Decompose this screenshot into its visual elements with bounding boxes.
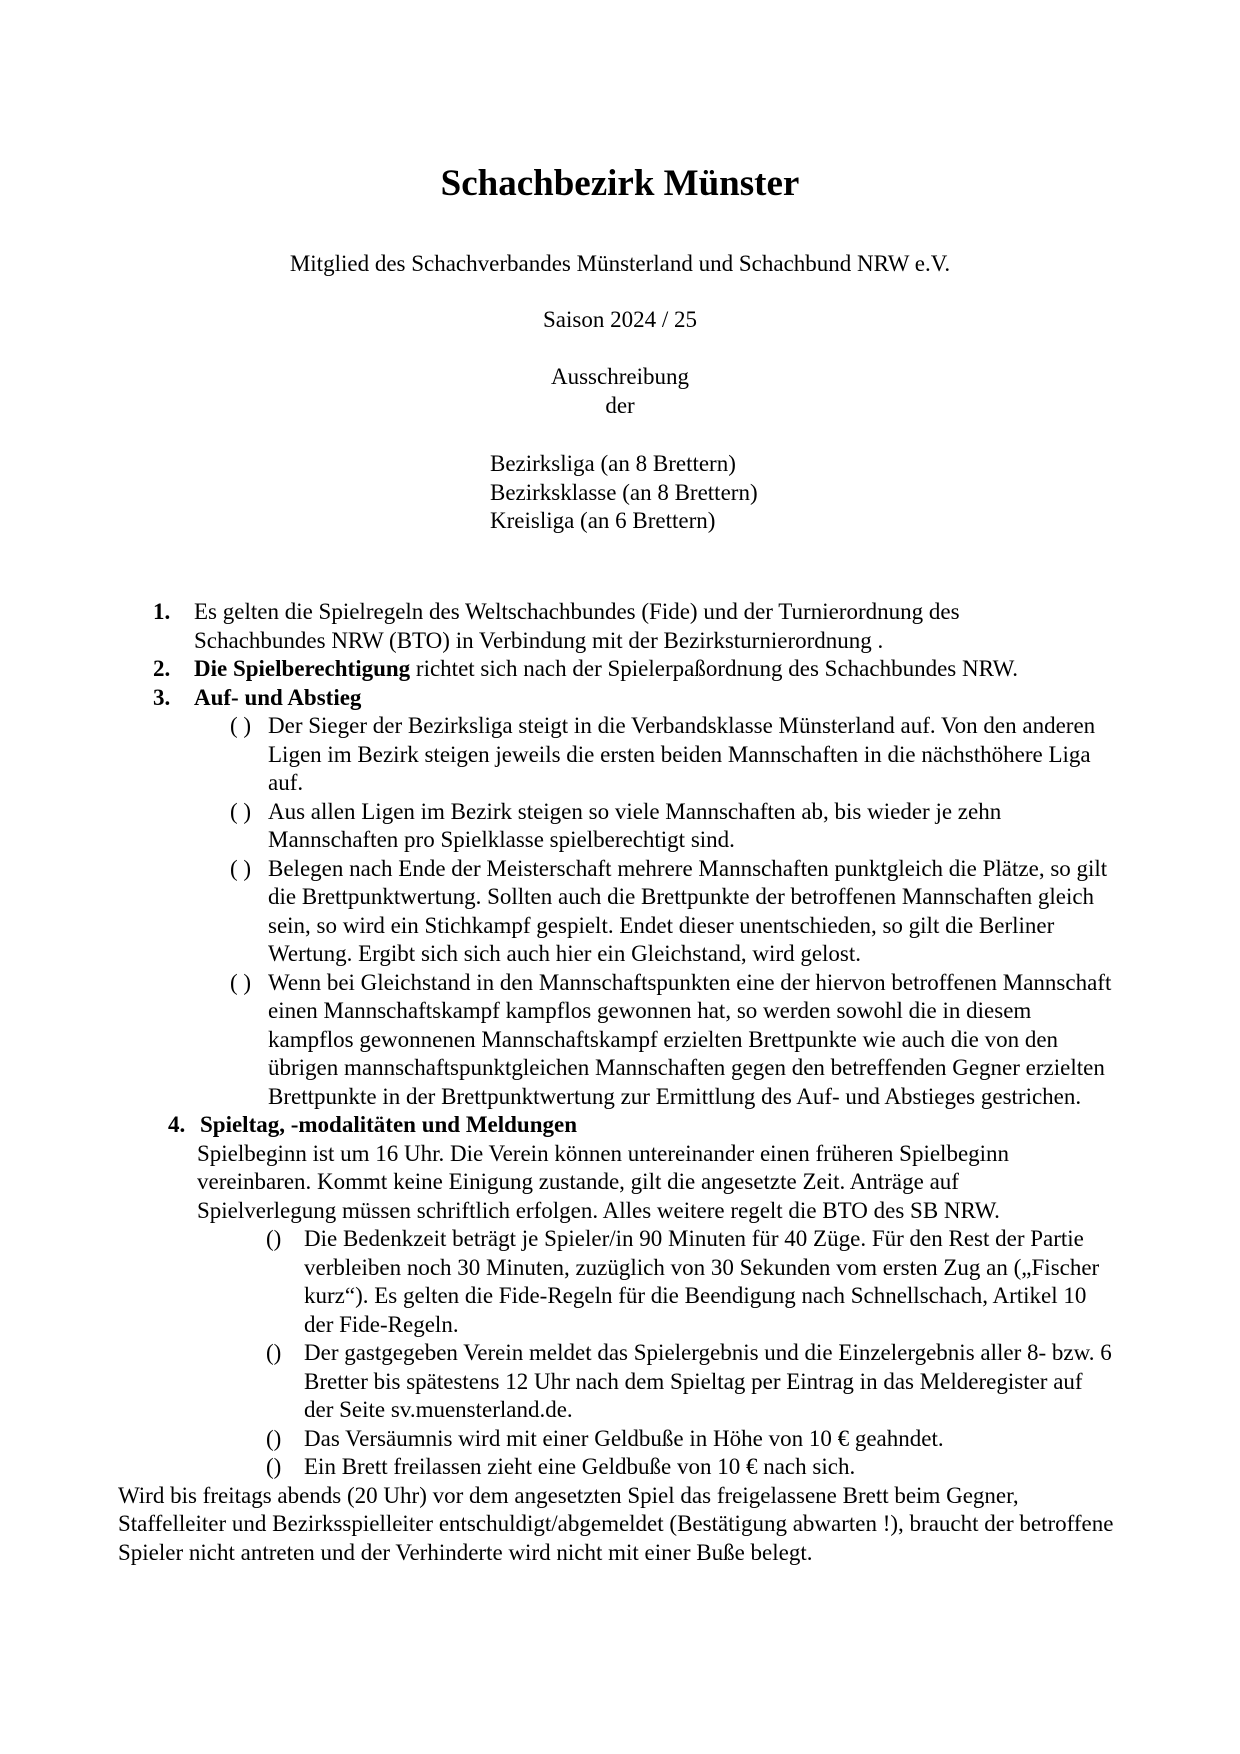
list-item-text: Der gastgegeben Verein meldet das Spielergebnis und die Einzelergebnis aller 8- bzw. 6 Bretter bis spätestens 12 Uhr nach dem Spieltag per Eintrag in das Melderegister auf der Seite sv.muensterland.de. — [304, 1340, 1112, 1422]
closing-text: Wird bis freitags abends (20 Uhr) vor dem angesetzten Spiel das freigelassene Brett beim Gegner, Staffelleiter und Bezirksspielleiter entschuldigt/abgemeldet (Bestätigung abwarten !), braucht der betroffene Spieler nicht antreten und der Verhinderte wird nicht mit einer Buße belegt. — [118, 1482, 1114, 1565]
section-intro — [0, 1140, 1097, 1226]
list-marker: ( ) — [230, 855, 252, 881]
list-item — [0, 1339, 1116, 1425]
list-item-text: Aus allen Ligen im Bezirk steigen so viele Mannschaften ab, bis wieder je zehn Mannschaften pro Spielklasse spielberechtigt sind. — [268, 798, 1002, 852]
list-item-text: Der Sieger der Bezirksliga steigt in die Verbandsklasse Münsterland auf. Von den anderen Ligen im Bezirk steigen jeweils die ersten beiden Mannschaften in die nächsthöhere Liga auf. — [268, 713, 1096, 795]
page-title: Schachbezirk Münster — [440, 163, 800, 204]
announcement-heading — [0, 363, 1240, 420]
marker-open: ( — [266, 1226, 274, 1251]
section-heading: Spieltag, -modalitäten und Meldungen — [200, 1112, 577, 1137]
section-number: 2. — [153, 656, 171, 681]
season-line: Saison 2024 / 25 — [543, 307, 697, 332]
announcement-line-2: der — [605, 392, 635, 418]
league-item: Bezirksklasse (an 8 Brettern) — [490, 479, 758, 505]
section-3 — [0, 684, 1144, 713]
list-marker — [266, 1225, 281, 1255]
list-marker — [266, 1339, 281, 1369]
list-item-text: Ein Brett freilassen zieht eine Geldbuße von 10 € nach sich. — [304, 1454, 856, 1479]
list-marker — [266, 1425, 281, 1455]
list-marker: ( ) — [230, 798, 252, 824]
section-number: 4. — [168, 1112, 186, 1137]
section-text: Es gelten die Spielregeln des Weltschachbundes (Fide) und der Turnierordnung des Schachbundes NRW (BTO) in Verbindung mit der Bezirksturnierordnung . — [194, 599, 960, 653]
marker-close: ) — [273, 1454, 282, 1479]
list-item-text: Die Bedenkzeit beträgt je Spieler/in 90 Minuten für 40 Züge. Für den Rest der Partie verbleiben noch 30 Minuten, zuzüglich von 30 Sekunden vom ersten Zug an („Fischer kurz“). Es gelten die Fide-Regeln für die Beendigung nach Schnellschach, Artikel 10 der Fide-Regeln. — [304, 1226, 1100, 1337]
list-item-text: Belegen nach Ende der Meisterschaft mehrere Mannschaften punktgleich die Plätze, so gilt die Brettpunktwertung. Sollten auch die Brettpunkte der betroffenen Mannschaften gleich sein, so wird ein Stichkampf gespielt. Endet dieser unentschieden, so gilt die Berliner Wertung. Ergibt sich sich auch hier ein Gleichstand, wird gelost. — [268, 855, 1108, 966]
league-list — [490, 450, 758, 536]
marker-close: ) — [273, 1226, 282, 1251]
section-2 — [0, 655, 1144, 684]
list-item-text: Das Versäumnis wird mit einer Geldbuße in Höhe von 10 € geahndet. — [304, 1425, 944, 1451]
section-heading: Die Spielberechtigung — [194, 656, 411, 681]
announcement-line-1: Ausschreibung — [551, 364, 689, 389]
list-item — [0, 1453, 1116, 1482]
section-4 — [0, 1111, 1100, 1140]
section-intro-text: Spielbeginn ist um 16 Uhr. Die Verein können untereinander einen früheren Spielbeginn vereinbaren. Kommt keine Einigung zustande, gilt die angesetzte Zeit. Anträge auf Spielverlegung müssen schriftlich erfolgen. Alles weitere regelt die BTO des SB NRW. — [197, 1140, 1010, 1223]
list-item — [0, 1225, 1116, 1339]
closing-paragraph — [0, 1482, 1118, 1568]
section-heading: Auf- und Abstieg — [194, 684, 362, 710]
list-item — [0, 798, 1116, 855]
list-marker — [266, 1453, 281, 1483]
marker-close: ) — [273, 1340, 282, 1365]
section-number: 1. — [153, 599, 171, 624]
list-item — [0, 969, 1120, 1112]
rules-list — [0, 598, 1240, 1567]
list-marker: ( ) — [230, 969, 252, 995]
list-item-text: Wenn bei Gleichstand in den Mannschaftspunkten eine der hiervon betroffenen Mannschaft einen Mannschaftskampf kampflos gewonnen hat, so werden sowohl die in diesem kampflos gewonnenen Mannschaftskampf erzielten Brettpunkte wie auch die von den übrigen mannschaftspunktgleichen Mannschaften gegen den betreffenden Gegner erzielten Brettpunkte in der Brettpunktwertung zur Ermittlung des Auf- und Abstieges gestrichen. — [268, 969, 1112, 1109]
marker-close: ) — [273, 1425, 282, 1451]
membership-line: Mitglied des Schachverbandes Münsterland und Schachbund NRW e.V. — [289, 251, 951, 276]
section-1 — [0, 598, 1044, 655]
marker-open: ( — [266, 1454, 274, 1479]
list-item — [0, 1425, 1116, 1454]
list-marker: ( ) — [230, 713, 252, 738]
league-item: Kreisliga (an 6 Brettern) — [490, 508, 716, 533]
list-item — [0, 855, 1116, 969]
list-item — [0, 712, 1116, 798]
section-number: 3. — [153, 684, 171, 710]
league-item: Bezirksliga (an 8 Brettern) — [490, 451, 736, 476]
section-text: richtet sich nach der Spielerpaßordnung des Schachbundes NRW. — [410, 656, 1019, 681]
marker-open: ( — [266, 1425, 274, 1451]
marker-open: ( — [266, 1340, 274, 1365]
